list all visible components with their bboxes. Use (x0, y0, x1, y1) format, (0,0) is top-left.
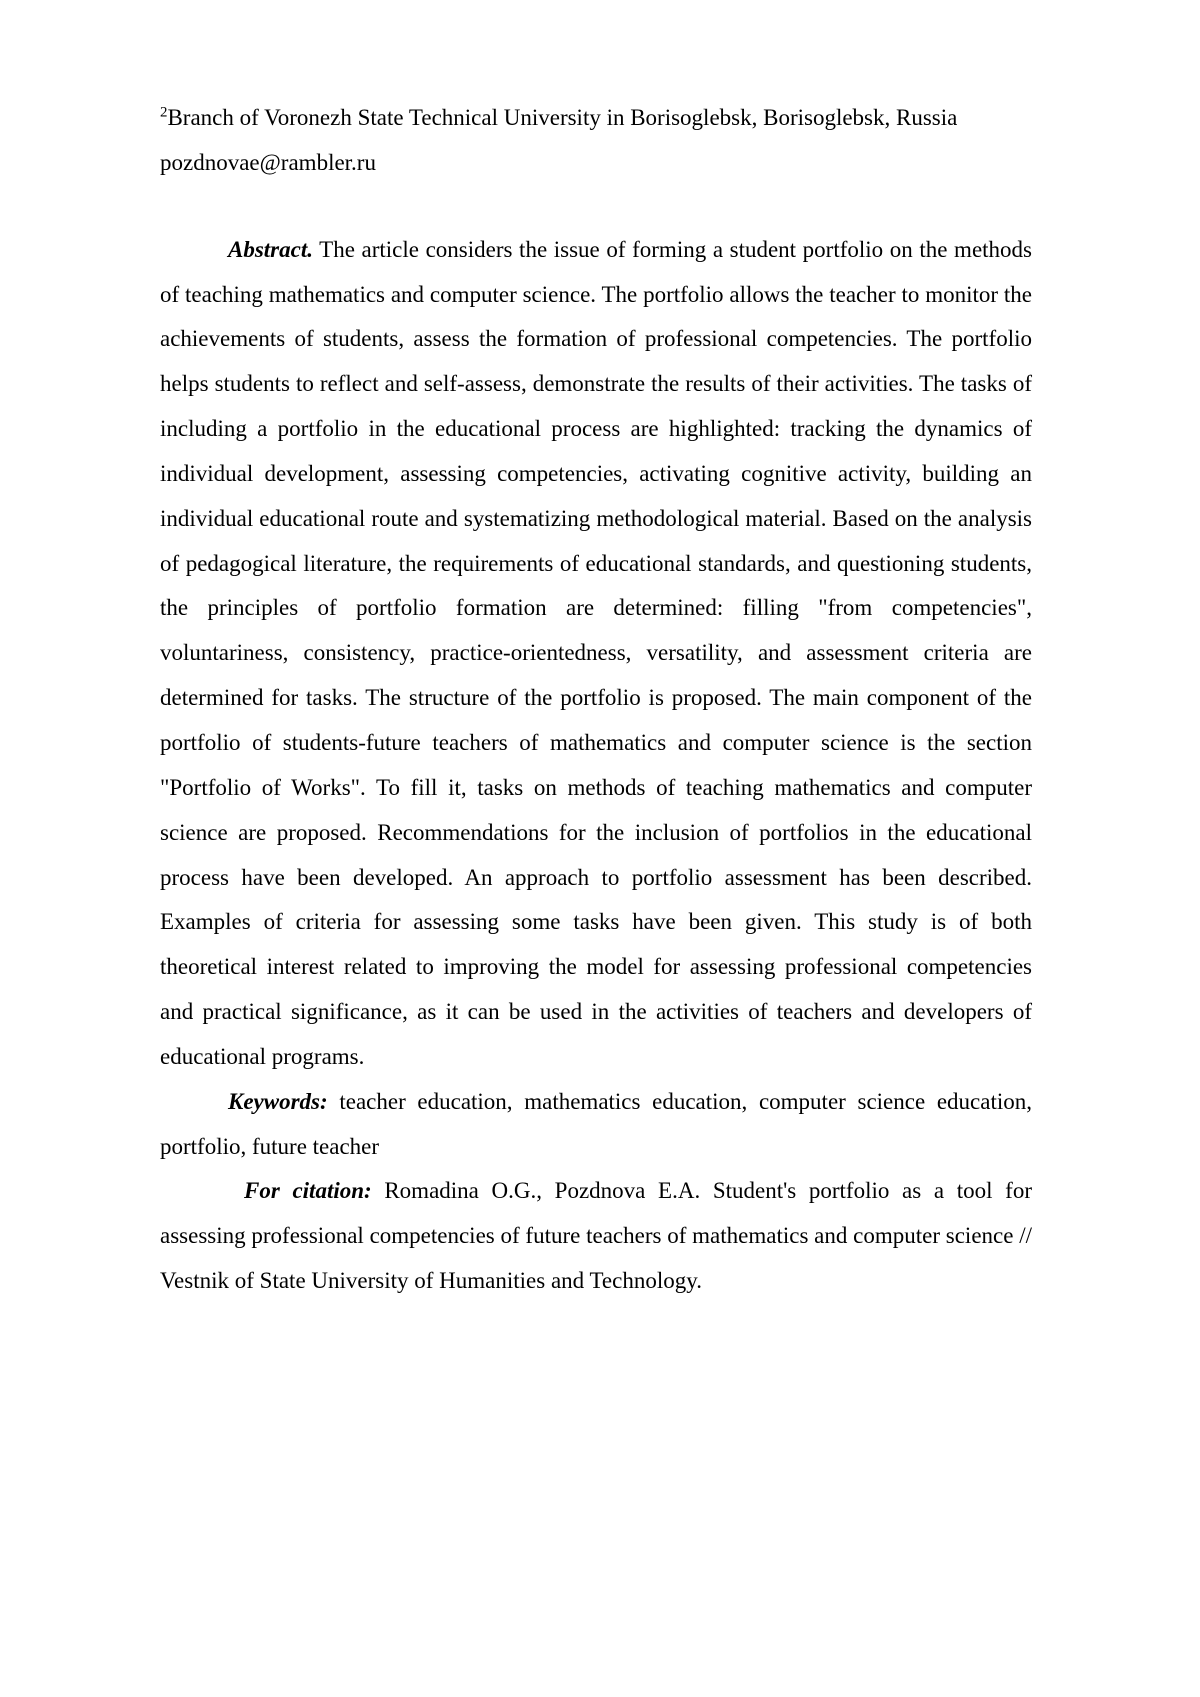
abstract-paragraph (160, 228, 1032, 1080)
citation-text: Romadina O.G., Pozdnova E.A. Student's portfolio as a tool for assessing professional competencies of future teachers of mathematics and computer science // Vestnik of State University of Humanities and Technology. (160, 1178, 1032, 1294)
author-email: pozdnovae@rambler.ru (160, 149, 376, 175)
abstract-text: The article considers the issue of forming a student portfolio on the methods of teaching mathematics and computer science. The portfolio allows the teacher to monitor the achievements of students, assess the formation of professional competencies. The portfolio helps students to reflect and self-assess, demonstrate the results of their activities. The tasks of including a portfolio in the educational process are highlighted: tracking the dynamics of individual development, assessing competencies, activating cognitive activity, building an individual educational route and systematizing methodological material. Based on the analysis of pedagogical literature, the requirements of educational standards, and questioning students, the principles of portfolio formation are determined: filling "from competencies", voluntariness, consistency, practice-orientedness, versatility, and assessment criteria are determined for tasks. The structure of the portfolio is proposed. The main component of the portfolio of students-future teachers of mathematics and computer science is the section "Portfolio of Works". To fill it, tasks on methods of teaching mathematics and computer science are proposed. Recommendations for the inclusion of portfolios in the educational process have been developed. An approach to portfolio assessment has been described. Examples of criteria for assessing some tasks have been given. This study is of both theoretical interest related to improving the model for assessing professional competencies and practical significance, as it can be used in the activities of teachers and developers of educational programs. (160, 236, 1032, 1069)
citation-label: For citation: (244, 1178, 372, 1204)
keywords-text: teacher education, mathematics education, computer science education, portfolio, future teacher (160, 1088, 1032, 1159)
keywords-label: Keywords: (228, 1088, 328, 1114)
affiliation-superscript: 2 (160, 104, 168, 121)
affiliation-text: Branch of Voronezh State Technical University in Borisoglebsk, Borisoglebsk, Russia (167, 105, 958, 130)
citation-paragraph (160, 1169, 1032, 1304)
abstract-label: Abstract. (228, 236, 313, 262)
keywords-paragraph (160, 1080, 1032, 1170)
affiliation-line (160, 96, 1032, 141)
